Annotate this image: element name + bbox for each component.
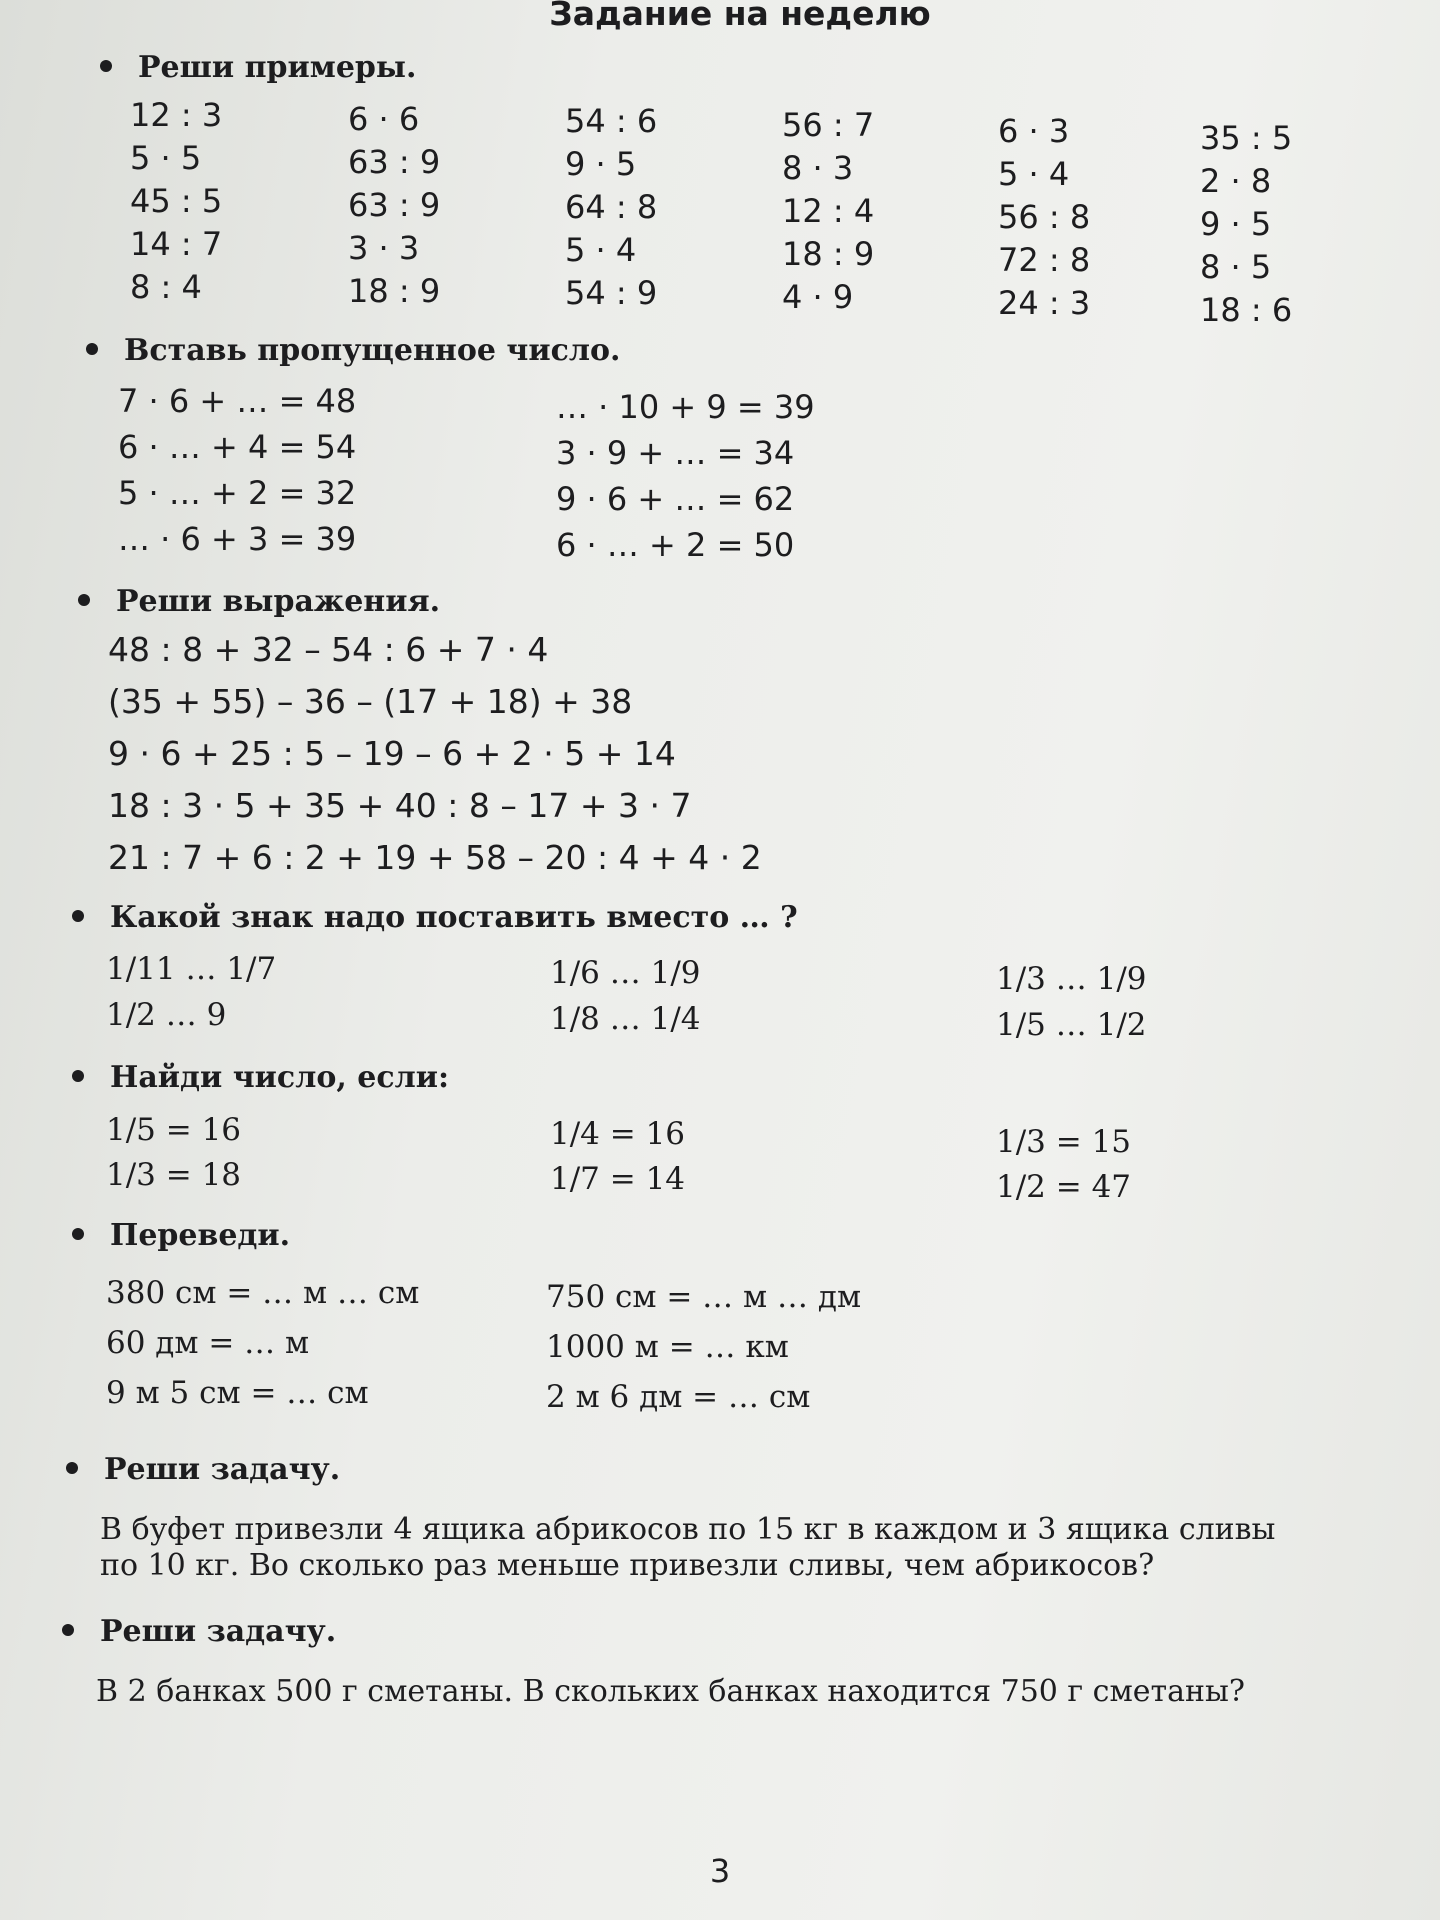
sign-column-2	[550, 950, 701, 1042]
example-item: 63 : 9	[348, 143, 441, 181]
equation-item: 6 · … + 4 = 54	[118, 428, 357, 466]
expression-item: 9 · 6 + 25 : 5 – 19 – 6 + 2 · 5 + 14	[108, 734, 676, 773]
bullet-icon	[100, 60, 112, 72]
comparison-item: 1/5 … 1/2	[996, 1007, 1147, 1043]
conversion-item: 750 см = … м … дм	[546, 1279, 862, 1315]
convert-column-2	[546, 1272, 861, 1422]
bullet-icon	[72, 1070, 84, 1082]
problem-2-text	[96, 1674, 1245, 1710]
expression-item: 48 : 8 + 32 – 54 : 6 + 7 · 4	[108, 630, 549, 669]
example-item: 18 : 9	[348, 272, 441, 310]
expression-item: (35 + 55) – 36 – (17 + 18) + 38	[108, 682, 633, 721]
example-item: 9 · 5	[1200, 205, 1272, 243]
example-item: 4 · 9	[782, 278, 854, 316]
problem-1-line-1: В буфет привезли 4 ящика абрикосов по 15 кг в каждом и 3 ящика сливы	[100, 1512, 1276, 1547]
examples-column-4	[782, 104, 874, 319]
fraction-item: 1/3 = 15	[996, 1124, 1132, 1160]
example-item: 18 : 6	[1200, 291, 1293, 329]
example-item: 8 · 5	[1200, 248, 1272, 286]
comparison-item: 1/8 … 1/4	[550, 1001, 701, 1037]
example-item: 63 : 9	[348, 186, 441, 224]
fraction-item: 1/7 = 14	[550, 1161, 686, 1197]
missing-number-column-1	[118, 378, 356, 562]
find-number-column-1	[106, 1108, 241, 1198]
expression-item: 18 : 3 · 5 + 35 + 40 : 8 – 17 + 3 · 7	[108, 786, 692, 825]
conversion-item: 2 м 6 дм = … см	[546, 1379, 811, 1415]
examples-column-2	[348, 98, 440, 313]
section-heading-problem-2: Реши задачу.	[62, 1614, 336, 1649]
equation-item: … · 10 + 9 = 39	[556, 388, 815, 426]
page-title: Задание на неделю	[549, 0, 931, 33]
problem-1-text	[100, 1512, 1275, 1584]
examples-column-6	[1200, 117, 1292, 332]
conversion-item: 380 см = … м … см	[106, 1275, 420, 1311]
fraction-item: 1/2 = 47	[996, 1169, 1132, 1205]
fraction-item: 1/5 = 16	[106, 1112, 242, 1148]
find-number-column-2	[550, 1112, 685, 1202]
equation-item: 9 · 6 + … = 62	[556, 480, 795, 518]
bullet-icon	[72, 910, 84, 922]
fraction-item: 1/4 = 16	[550, 1116, 686, 1152]
example-item: 12 : 4	[782, 192, 875, 230]
problem-2-line: В 2 банках 500 г сметаны. В скольких банках находится 750 г сметаны?	[96, 1674, 1245, 1709]
sign-column-3	[996, 956, 1147, 1048]
example-item: 54 : 6	[565, 102, 658, 140]
section-heading-missing-number: Вставь пропущенное число.	[86, 333, 621, 368]
problem-1-line-2: по 10 кг. Во сколько раз меньше привезли сливы, чем абрикосов?	[100, 1548, 1155, 1583]
section-heading-expressions: Реши выражения.	[78, 584, 440, 619]
example-item: 5 · 4	[998, 155, 1070, 193]
example-item: 6 · 6	[348, 100, 420, 138]
sign-column-1	[106, 946, 276, 1038]
example-item: 8 : 4	[130, 268, 202, 306]
bullet-icon	[72, 1228, 84, 1240]
example-item: 24 : 3	[998, 284, 1091, 322]
example-item: 8 · 3	[782, 149, 854, 187]
example-item: 64 : 8	[565, 188, 658, 226]
comparison-item: 1/2 … 9	[106, 997, 227, 1033]
example-item: 14 : 7	[130, 225, 223, 263]
example-item: 72 : 8	[998, 241, 1091, 279]
example-item: 35 : 5	[1200, 119, 1293, 157]
page-number: 3	[709, 1852, 731, 1890]
example-item: 45 : 5	[130, 182, 223, 220]
section-heading-convert: Переведи.	[72, 1218, 290, 1253]
example-item: 18 : 9	[782, 235, 875, 273]
section-heading-find-number: Найди число, если:	[72, 1060, 449, 1095]
example-item: 5 · 5	[130, 139, 202, 177]
expressions-list	[108, 630, 762, 890]
example-item: 54 : 9	[565, 274, 658, 312]
example-item: 12 : 3	[130, 96, 223, 134]
bullet-icon	[62, 1624, 74, 1636]
examples-column-3	[565, 100, 657, 315]
equation-item: … · 6 + 3 = 39	[118, 520, 357, 558]
conversion-item: 60 дм = … м	[106, 1325, 310, 1361]
find-number-column-3	[996, 1120, 1131, 1210]
example-item: 56 : 8	[998, 198, 1091, 236]
missing-number-column-2	[556, 384, 815, 568]
equation-item: 6 · … + 2 = 50	[556, 526, 795, 564]
fraction-item: 1/3 = 18	[106, 1157, 242, 1193]
equation-item: 5 · … + 2 = 32	[118, 474, 357, 512]
bullet-icon	[78, 594, 90, 606]
expression-item: 21 : 7 + 6 : 2 + 19 + 58 – 20 : 4 + 4 · 2	[108, 838, 762, 877]
conversion-item: 9 м 5 см = … см	[106, 1375, 369, 1411]
bullet-icon	[66, 1462, 78, 1474]
section-heading-solve-examples: Реши примеры.	[100, 50, 416, 85]
section-heading-which-sign: Какой знак надо поставить вместо … ?	[72, 900, 798, 935]
bullet-icon	[86, 343, 98, 355]
comparison-item: 1/6 … 1/9	[550, 955, 701, 991]
examples-column-5	[998, 110, 1090, 325]
equation-item: 7 · 6 + … = 48	[118, 382, 357, 420]
example-item: 56 : 7	[782, 106, 875, 144]
comparison-item: 1/11 … 1/7	[106, 951, 277, 987]
example-item: 9 · 5	[565, 145, 637, 183]
section-heading-problem-1: Реши задачу.	[66, 1452, 340, 1487]
example-item: 2 · 8	[1200, 162, 1272, 200]
conversion-item: 1000 м = … км	[546, 1329, 789, 1365]
example-item: 5 · 4	[565, 231, 637, 269]
comparison-item: 1/3 … 1/9	[996, 961, 1147, 997]
example-item: 6 · 3	[998, 112, 1070, 150]
examples-column-1	[130, 94, 222, 309]
example-item: 3 · 3	[348, 229, 420, 267]
convert-column-1	[106, 1268, 419, 1418]
equation-item: 3 · 9 + … = 34	[556, 434, 795, 472]
